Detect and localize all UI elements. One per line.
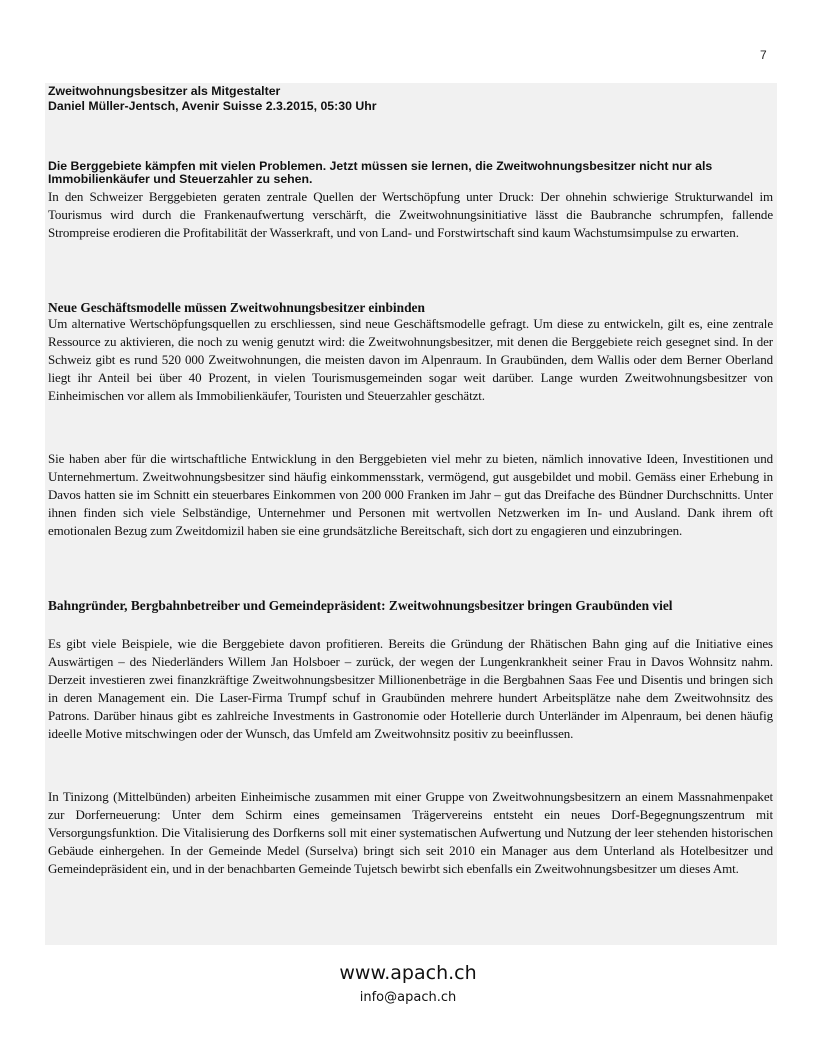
section2-paragraph-1: Es gibt viele Beispiele, wie die Berggebiete davon profitieren. Bereits die Gründung der Rhätischen Bahn ging auf die Initiative eines Auswärtigen – des Niederländers Willem Jan Holsboer – zurück, der wegen der Lungenkrankheit seiner Frau in Davos Wohnsitz nahm. Derzeit investieren zwei finanzkräftige Zweitwohnungsbesitzer Millionenbeträge in die Bergbahnen Saas Fee und Disentis und bringen sich in deren Management ein. Die Laser-Firma Trumpf schuf in Graubünden mehrere hundert Arbeitsplätze nahe dem Zweitwohnsitz des Patrons. Darüber hinaus gibt es zahlreiche Investments in Gastronomie oder Hotellerie durch Unterländer im Alpenraum, bei denen häufig ideelle Motive mitschwingen oder der Wunsch, das Umfeld am Zweitwohnsitz positiv zu beeinflussen. xyxy=(48,636,773,741)
section1-paragraph-2: Sie haben aber für die wirtschaftliche Entwicklung in den Berggebieten viel mehr zu bieten, nämlich innovative Ideen, Investitionen und Unternehmertum. Zweitwohnungsbesitzer sind häufig einkommensstark, vermögend, gut ausgebildet und mobil. Gemäss einer Erhebung in Davos hatten sie im Schnitt ein steuerbares Einkommen von 200 000 Franken im Jahr – gut das Dreifache des Bündner Durchschnitts. Unter ihnen finden sich viele Selbständige, Unternehmer und Personen mit wertvollen Netzwerken im In- und Ausland. Dank ihrem oft emotionalen Bezug zum Zweitdomizil haben sie eine grundsätzliche Bereitschaft, sich dort zu engagieren und einzubringen. xyxy=(48,451,773,538)
page-number: 7 xyxy=(760,48,767,62)
intro-paragraph: In den Schweizer Berggebieten geraten zentrale Quellen der Wertschöpfung unter Druck: Der ohnehin schwierige Strukturwandel im Tourismus wird durch die Frankenaufwertung verschärft, die Zweitwohnungsinitiative lässt die Baubranche schrumpfen, fallende Strompreise erodieren die Profitabilität der Wasserkraft, und von Land- und Forstwirtschaft sind kaum Wachstumsimpulse zu erwarten. xyxy=(48,189,773,240)
section1-paragraph-1: Um alternative Wertschöpfungsquellen zu erschliessen, sind neue Geschäftsmodelle gefragt. Um diese zu entwickeln, gilt es, eine zentrale Ressource zu aktivieren, die noch zu wenig genutzt wird: die Zweitwohnungsbesitzer, mit denen die Berggebiete reich gesegnet sind. In der Schweiz gibt es rund 520 000 Zweitwohnungen, die meisten davon im Alpenraum. In Graubünden, dem Wallis oder dem Berner Oberland liegt ihr Anteil bei über 40 Prozent, in vielen Tourismusgemeinden sogar weit darüber. Lange wurden Zweitwohnungsbesitzer von Einheimischen vor allem als Immobilienkäufer, Touristen und Steuerzahler geschätzt. xyxy=(48,316,773,403)
section2-heading: Bahngründer, Bergbahnbetreiber und Gemeindepräsident: Zweitwohnungsbesitzer bringen Graubünden viel xyxy=(48,598,673,613)
section2-paragraph-2: In Tinizong (Mittelbünden) arbeiten Einheimische zusammen mit einer Gruppe von Zweitwohnungsbesitzern an einem Massnahmenpaket zur Dorferneuerung: Unter dem Schirm eines gemeinsamen Trägervereins entsteht ein neues Dorf-Begegnungszentrum mit Versorgungsfunktion. Die Vitalisierung des Dorfkerns soll mit einer systematischen Aufwertung und Nutzung der leer stehenden historischen Gebäude einhergehen. In der Gemeinde Medel (Surselva) bringt sich seit 2010 ein Manager aus dem Unterland als Hotelbesitzer und Gemeindepräsident ein, und in der benachbarten Gemeinde Tujetsch bewirbt sich ebenfalls ein Zweitwohnungsbesitzer um dieses Amt. xyxy=(48,789,773,876)
footer-website: www.apach.ch xyxy=(339,962,477,984)
article-box xyxy=(45,83,777,945)
article-title: Zweitwohnungsbesitzer als Mitgestalter xyxy=(48,84,281,98)
article-lead: Die Berggebiete kämpfen mit vielen Problemen. Jetzt müssen sie lernen, die Zweitwohnungsbesitzer nicht nur als Immobilienkäufer und Steuerzahler zu sehen. xyxy=(48,159,713,186)
article-byline: Daniel Müller-Jentsch, Avenir Suisse 2.3.2015, 05:30 Uhr xyxy=(48,99,377,113)
footer-email: info@apach.ch xyxy=(359,990,457,1005)
section1-heading: Neue Geschäftsmodelle müssen Zweitwohnungsbesitzer einbinden xyxy=(48,300,425,315)
